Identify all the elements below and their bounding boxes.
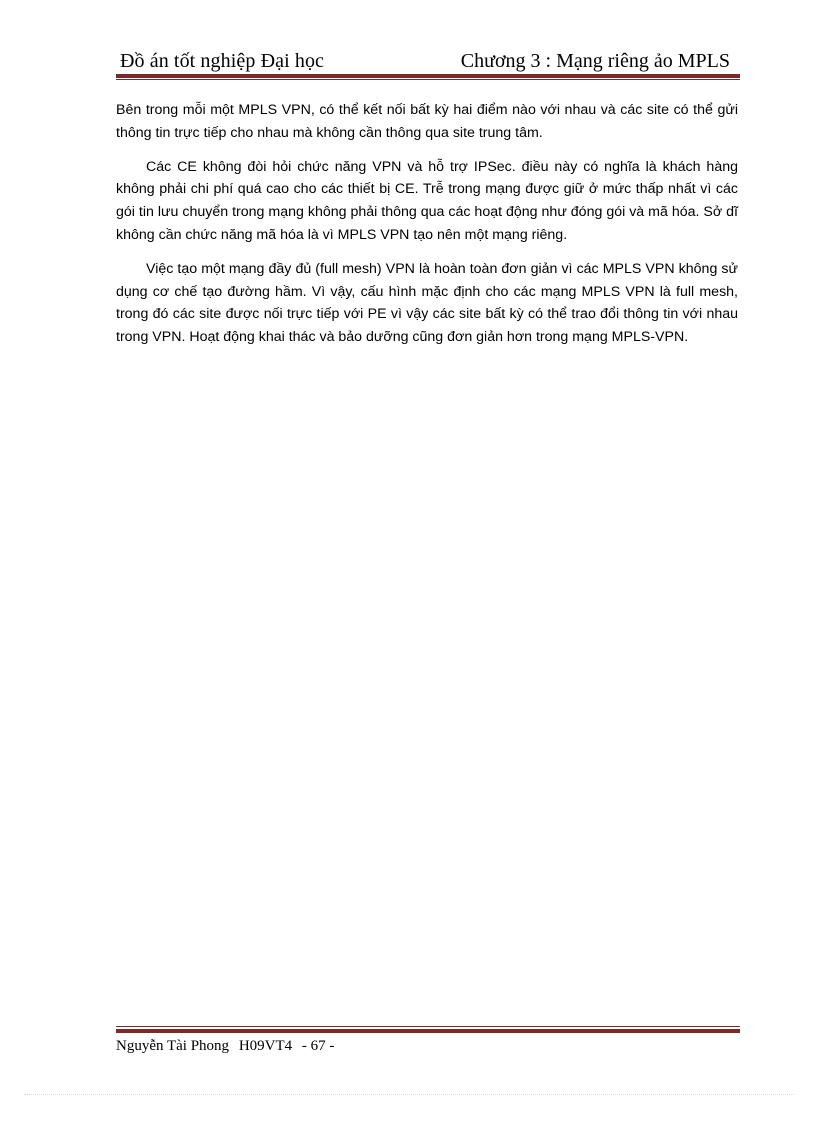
header-rule-thick bbox=[116, 74, 740, 78]
header-left-title: Đồ án tốt nghiệp Đại học bbox=[120, 50, 325, 72]
body-text bbox=[116, 99, 738, 360]
footer-rule-thin bbox=[116, 1026, 740, 1027]
page-bottom-divider bbox=[24, 1094, 794, 1095]
header-rule-thin bbox=[116, 79, 740, 80]
footer-rule-thick bbox=[116, 1029, 740, 1033]
paragraph-1: Bên trong mỗi một MPLS VPN, có thể kết nối bất kỳ hai điểm nào với nhau và các site có thể gửi thông tin trực tiếp cho nhau mà không cần thông qua site trung tâm. bbox=[116, 102, 738, 141]
header-right-title: Chương 3 : Mạng riêng ảo MPLS bbox=[460, 50, 730, 72]
footer-author: Nguyễn Tài Phong bbox=[116, 1038, 230, 1054]
paragraph-2: Các CE không đòi hỏi chức năng VPN và hỗ trợ IPSec. điều này có nghĩa là khách hàng không phải chi phí quá cao cho các thiết bị CE. Trễ trong mạng được giữ ở mức thấp nhất vì các gói tin lưu chuyển trong mạng không phải thông qua các hoạt động như đóng gói và mã hóa. Sở dĩ không cần chức năng mã hóa là vì MPLS VPN tạo nên một mạng riêng. bbox=[116, 158, 738, 243]
footer-class: H09VT4 bbox=[238, 1038, 293, 1054]
paragraph-3: Việc tạo một mạng đầy đủ (full mesh) VPN là hoàn toàn đơn giản vì các MPLS VPN không sử dụng cơ chế tạo đường hầm. Vì vậy, cấu hình mặc định cho các mạng MPLS VPN là full mesh, trong đó các site được nối trực tiếp với PE vì vậy các site bất kỳ có thể trao đổi thông tin với nhau trong VPN. Hoạt động khai thác và bảo dưỡng cũng đơn giản hơn trong mạng MPLS-VPN. bbox=[116, 260, 738, 346]
page-footer bbox=[116, 1038, 334, 1055]
footer-page-number: - 67 - bbox=[301, 1038, 335, 1054]
page-header bbox=[116, 46, 740, 74]
